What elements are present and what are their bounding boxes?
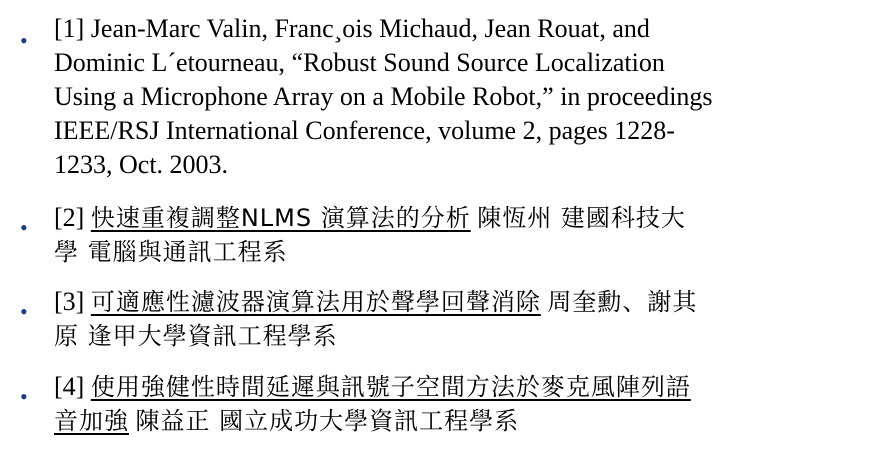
bullet-icon xyxy=(20,34,34,42)
reference-number: [2] xyxy=(54,203,85,232)
reference-number: [4] xyxy=(54,372,85,401)
reference-text xyxy=(54,12,884,182)
reference-author-affiliation: 陳益正 國立成功大學資訊工程學系 xyxy=(135,407,520,435)
reference-author-affiliation: 陳恆州 建國科技大 xyxy=(477,204,686,232)
reference-line xyxy=(54,370,884,404)
reference-line: Using a Microphone Array on a Mobile Robot,” in proceedings xyxy=(54,82,713,111)
reference-title: 使用強健性時間延遲與訊號子空間方法於麥克風陣列語 xyxy=(90,373,691,401)
reference-line: IEEE/RSJ International Conference, volume 2, pages 1228- xyxy=(54,116,675,145)
reference-line: 原 逢甲大學資訊工程學系 xyxy=(54,322,338,350)
reference-line: 學 電腦與通訊工程系 xyxy=(54,238,288,266)
reference-line xyxy=(54,201,884,235)
reference-title: 可適應性濾波器演算法用於聲學回聲消除 xyxy=(90,288,541,316)
bullet-icon xyxy=(20,390,34,398)
reference-number: [3] xyxy=(54,287,85,316)
reference-line xyxy=(54,285,884,319)
reference-title: 音加強 xyxy=(54,407,129,435)
reference-title: 快速重複調整NLMS 演算法的分析 xyxy=(90,204,471,232)
reference-text xyxy=(54,285,884,353)
reference-line xyxy=(54,404,884,438)
reference-author-affiliation: 周奎勳、謝其 xyxy=(547,288,698,316)
reference-text xyxy=(54,201,884,269)
reference-line: [1] Jean-Marc Valin, Franc¸ois Michaud, Jean Rouat, and xyxy=(54,14,650,43)
bullet-icon xyxy=(20,221,34,229)
bullet-icon xyxy=(20,305,34,313)
reference-line: 1233, Oct. 2003. xyxy=(54,150,229,179)
reference-text xyxy=(54,370,884,438)
reference-line: Dominic L´etourneau, “Robust Sound Source Localization xyxy=(54,48,665,77)
